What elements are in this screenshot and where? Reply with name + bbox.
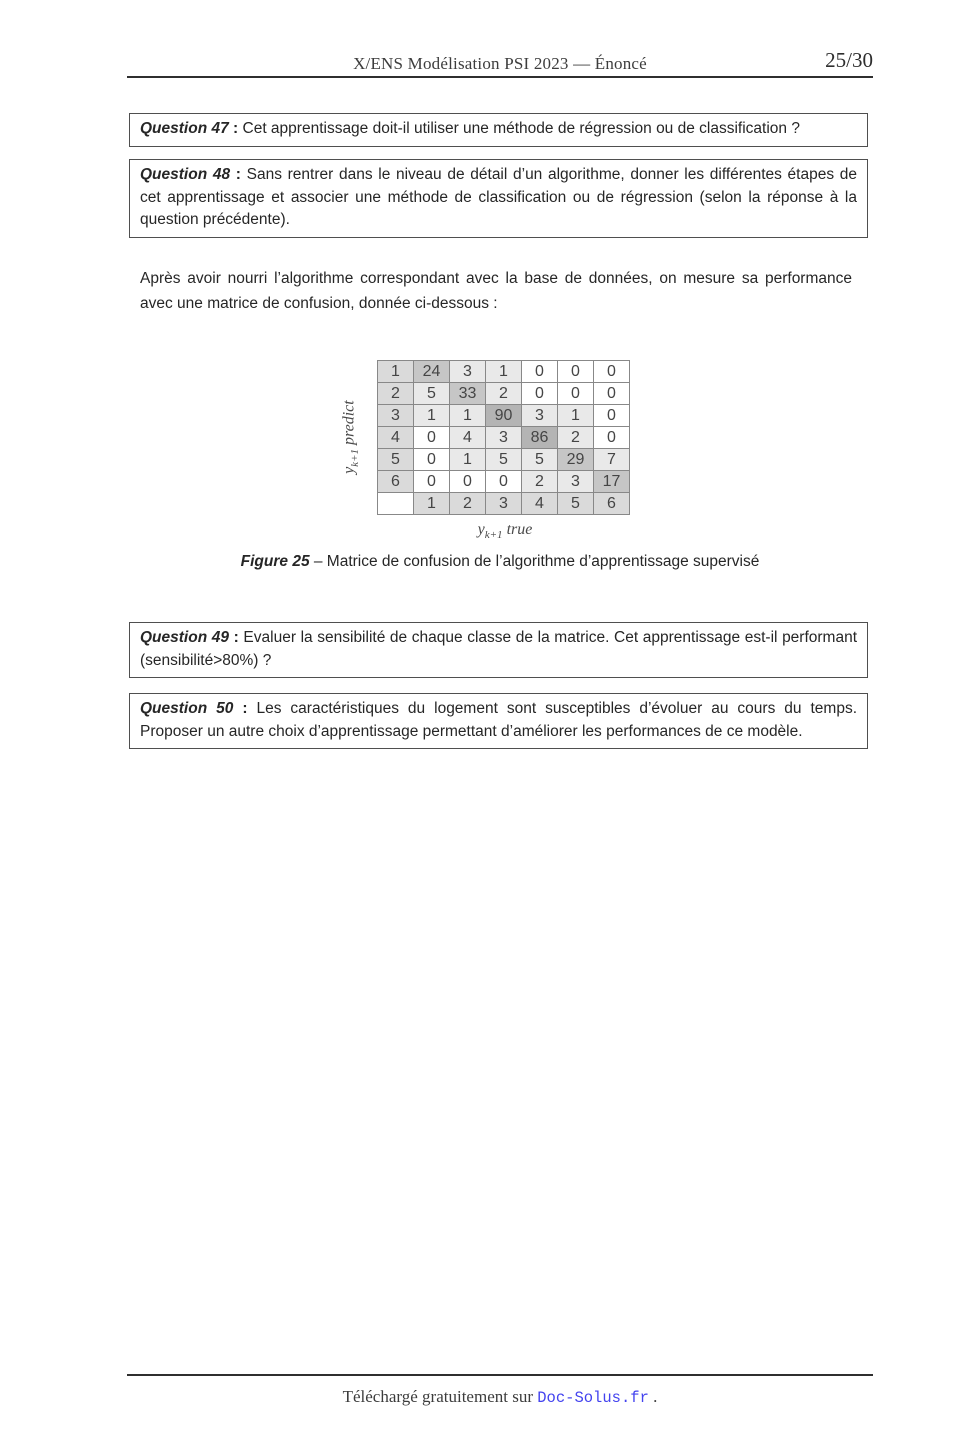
confusion-matrix-figure bbox=[127, 358, 873, 558]
matrix-cell: 0 bbox=[414, 427, 450, 449]
matrix-cell: 1 bbox=[414, 405, 450, 427]
figure-caption-label: Figure 25 bbox=[240, 553, 310, 570]
matrix-cell: 24 bbox=[414, 361, 450, 383]
matrix-cell: 1 bbox=[450, 405, 486, 427]
question-48-separator: : bbox=[230, 166, 247, 183]
matrix-cell: 29 bbox=[558, 449, 594, 471]
matrix-cell: 17 bbox=[594, 471, 630, 493]
question-47-label: Question 47 bbox=[140, 120, 229, 137]
matrix-row-label: 1 bbox=[378, 361, 414, 383]
matrix-row bbox=[378, 471, 630, 493]
question-50-label: Question 50 bbox=[140, 700, 234, 717]
matrix-cell: 33 bbox=[450, 383, 486, 405]
matrix-cell: 90 bbox=[486, 405, 522, 427]
matrix-cell: 0 bbox=[486, 471, 522, 493]
footer-rule bbox=[127, 1374, 873, 1376]
matrix-row bbox=[378, 427, 630, 449]
page-number: 25/30 bbox=[825, 48, 873, 72]
matrix-row-label: 5 bbox=[378, 449, 414, 471]
question-48-box bbox=[129, 159, 868, 238]
matrix-cell: 0 bbox=[594, 405, 630, 427]
matrix-col-label: 5 bbox=[558, 493, 594, 515]
header-title: X/ENS Modélisation PSI 2023 — Énoncé bbox=[353, 54, 647, 73]
intro-paragraph: Après avoir nourri l’algorithme correspondant avec la base de données, on mesure sa performance avec une matrice de confusion, donnée ci-dessous : bbox=[140, 270, 852, 312]
matrix-row-label: 2 bbox=[378, 383, 414, 405]
x-axis-label-container bbox=[377, 521, 633, 541]
question-48-label: Question 48 bbox=[140, 166, 231, 183]
matrix-cell: 0 bbox=[558, 383, 594, 405]
page-content bbox=[127, 0, 873, 1441]
matrix-cell: 0 bbox=[594, 383, 630, 405]
matrix-col-label: 4 bbox=[522, 493, 558, 515]
x-axis-label: $y_{k+1}$ true bbox=[477, 521, 533, 542]
matrix-col-label: 2 bbox=[450, 493, 486, 515]
question-50-box bbox=[129, 693, 868, 749]
matrix-cell: 3 bbox=[450, 361, 486, 383]
matrix-cell: 1 bbox=[450, 449, 486, 471]
matrix-cell: 86 bbox=[522, 427, 558, 449]
matrix-cell: 3 bbox=[522, 405, 558, 427]
question-49-separator: : bbox=[229, 629, 244, 646]
matrix-cell: 5 bbox=[486, 449, 522, 471]
matrix-row bbox=[378, 449, 630, 471]
matrix-cell: 3 bbox=[558, 471, 594, 493]
matrix-col-label: 6 bbox=[594, 493, 630, 515]
figure-caption bbox=[127, 553, 873, 571]
question-47-box bbox=[129, 113, 868, 147]
matrix-cell: 1 bbox=[558, 405, 594, 427]
question-50-separator: : bbox=[233, 700, 257, 717]
doc-solus-link[interactable]: Doc-Solus.fr bbox=[537, 1389, 649, 1407]
question-49-label: Question 49 bbox=[140, 629, 230, 646]
matrix-cell: 0 bbox=[594, 361, 630, 383]
matrix-cell: 2 bbox=[522, 471, 558, 493]
matrix-cell: 4 bbox=[450, 427, 486, 449]
matrix-col-label-row bbox=[378, 493, 630, 515]
question-47-separator: : bbox=[228, 120, 243, 137]
matrix-cell: 5 bbox=[522, 449, 558, 471]
matrix-corner-blank bbox=[378, 493, 414, 515]
matrix-row-label: 6 bbox=[378, 471, 414, 493]
matrix-cell: 0 bbox=[594, 427, 630, 449]
matrix-cell: 5 bbox=[414, 383, 450, 405]
matrix-row-label: 4 bbox=[378, 427, 414, 449]
matrix-row bbox=[378, 361, 630, 383]
footer-period: . bbox=[648, 1387, 658, 1406]
matrix-row bbox=[378, 383, 630, 405]
header-rule bbox=[127, 76, 873, 78]
matrix-row-label: 3 bbox=[378, 405, 414, 427]
matrix-cell: 2 bbox=[558, 427, 594, 449]
matrix-cell: 1 bbox=[486, 361, 522, 383]
matrix-col-label: 1 bbox=[414, 493, 450, 515]
matrix-cell: 3 bbox=[486, 427, 522, 449]
matrix-cell: 2 bbox=[486, 383, 522, 405]
matrix-cell: 7 bbox=[594, 449, 630, 471]
figure-caption-text: – Matrice de confusion de l’algorithme d’apprentissage supervisé bbox=[309, 553, 760, 570]
matrix-cell: 0 bbox=[558, 361, 594, 383]
y-axis-label: $y_{k+1}$ predict bbox=[340, 400, 362, 474]
y-axis-label-container bbox=[331, 360, 371, 514]
footer-message: Téléchargé gratuitement sur bbox=[342, 1387, 538, 1406]
question-49-box bbox=[129, 622, 868, 678]
confusion-matrix-table bbox=[377, 360, 630, 515]
matrix-cell: 0 bbox=[522, 383, 558, 405]
matrix-col-label: 3 bbox=[486, 493, 522, 515]
footer-text bbox=[127, 1387, 873, 1407]
matrix-cell: 0 bbox=[522, 361, 558, 383]
question-50-text: Les caractéristiques du logement sont susceptibles d’évoluer au cours du temps. Proposer un autre choix d’apprentissage permettant d’améliorer les performances de ce modèle. bbox=[140, 700, 858, 740]
matrix-cell: 0 bbox=[450, 471, 486, 493]
question-48-text: Sans rentrer dans le niveau de détail d’un algorithme, donner les différentes étapes de cet apprentissage et associer une méthode de classification ou de régression (selon la réponse à la question précédente). bbox=[140, 166, 858, 228]
matrix-row bbox=[378, 405, 630, 427]
matrix-cell: 0 bbox=[414, 449, 450, 471]
question-49-text: Evaluer la sensibilité de chaque classe de la matrice. Cet apprentissage est-il performant (sensibilité>80%) ? bbox=[140, 629, 858, 669]
question-47-text: Cet apprentissage doit-il utiliser une méthode de régression ou de classification ? bbox=[242, 120, 800, 137]
matrix-cell: 0 bbox=[414, 471, 450, 493]
